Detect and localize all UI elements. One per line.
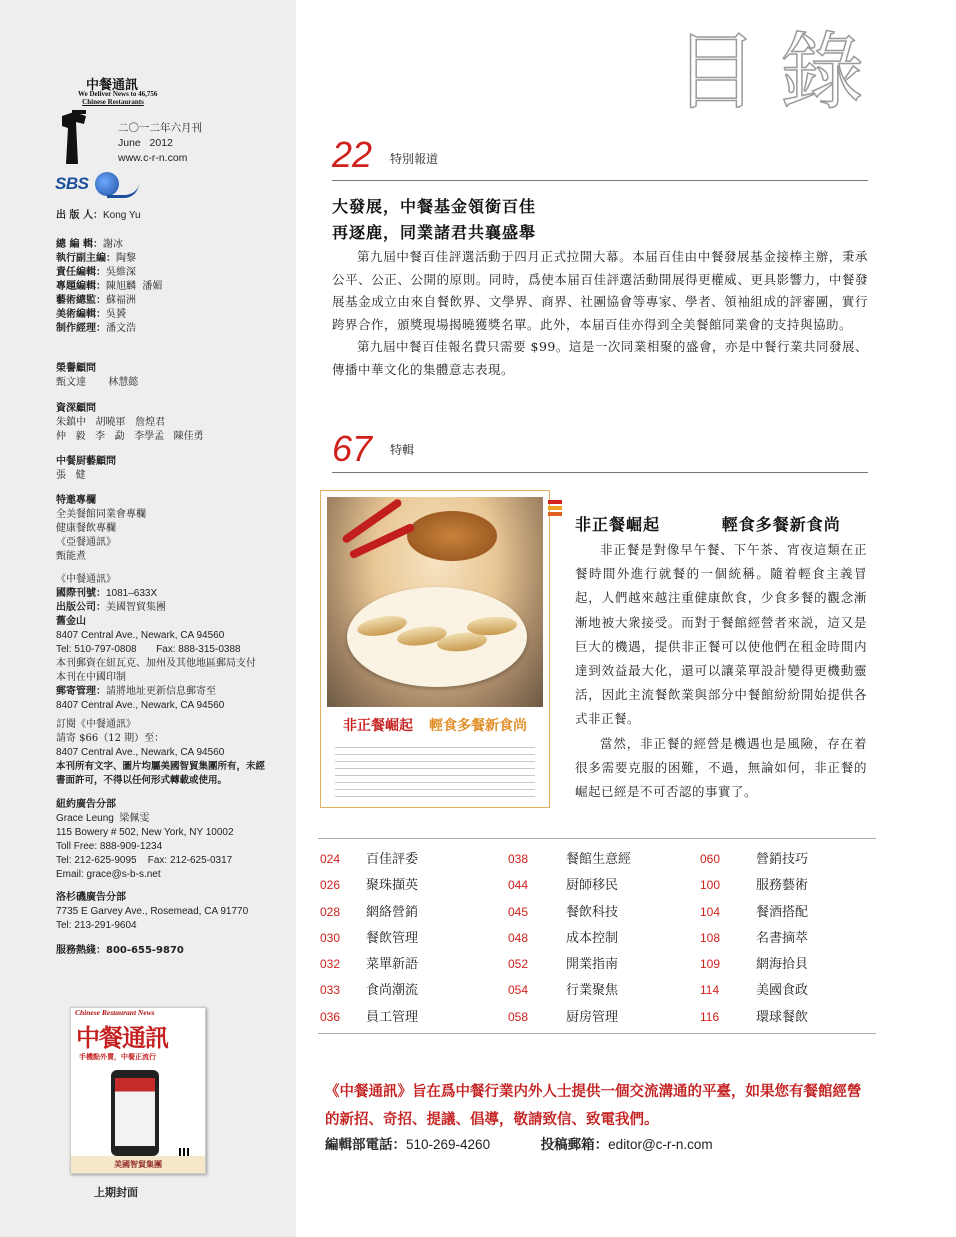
toc-item[interactable] — [320, 950, 418, 976]
toc-title: 美國食政 — [756, 983, 809, 999]
staff-name: 謝冰 — [102, 239, 123, 250]
toc-title: 厨房管理 — [566, 1009, 619, 1025]
logo-title: 中餐通訊 — [86, 78, 139, 93]
staff-row — [56, 252, 162, 266]
toc-title: 網海拾貝 — [756, 957, 809, 973]
section-22-paragraph: 第九屆中餐百佳報名費只需要 $99。這是一次同業相聚的盛會，亦是中餐行業共同發展、傳播中華文化的集體意志表現。 — [332, 339, 868, 377]
page-title: 目錄 — [674, 23, 887, 121]
toc-page: 032 — [320, 957, 341, 972]
toc-column-3 — [700, 845, 808, 1029]
dumpling-photo — [327, 497, 543, 707]
staff-name: 吳贇 — [106, 309, 126, 320]
chef-name: 張 健 — [56, 470, 86, 481]
staff-row — [56, 238, 162, 252]
staff-row — [56, 294, 162, 308]
toc-page: 030 — [320, 930, 341, 945]
toc-item[interactable] — [508, 1003, 631, 1029]
issue-date-en: June 2012 — [118, 137, 173, 149]
toc-item[interactable] — [700, 924, 808, 950]
subscribe-title: 訂閱《中餐通訊》 — [56, 719, 136, 730]
publisher — [56, 209, 141, 223]
cover-headline: 手機點外賣，中餐正流行 — [79, 1053, 156, 1061]
toc-page: 028 — [320, 904, 341, 919]
toc-column-2 — [508, 845, 631, 1029]
la-label: 洛杉磯廣告分部 — [56, 892, 126, 903]
toc-item[interactable] — [320, 871, 418, 897]
staff-role: 美術編輯： — [56, 309, 106, 320]
ny-phone: Tel: 212-625-9095 Fax: 212-625-0317 — [56, 855, 233, 866]
staff-name: 潘文浩 — [106, 323, 136, 334]
section-67-number: 67 — [332, 428, 373, 469]
toc-page: 024 — [320, 852, 341, 866]
section-22-number: 22 — [332, 134, 373, 175]
staff-row — [56, 280, 162, 294]
ny-contact-name: Grace Leung 梁佩雯 — [56, 813, 150, 824]
toc-page: 054 — [508, 983, 529, 998]
subscribe-address: 8407 Central Ave., Newark, CA 94560 — [56, 747, 225, 758]
section-67-headline[interactable]: 非正餐崛起 輕食多餐新食尚 — [575, 515, 841, 534]
toc-title: 餐酒搭配 — [756, 904, 809, 920]
toc-item[interactable] — [320, 898, 418, 924]
toc-page: 044 — [508, 878, 529, 893]
publisher-name: Kong Yu — [102, 210, 141, 221]
toc-title: 服務藝術 — [756, 878, 809, 894]
toc-title: 菜單新語 — [366, 957, 419, 973]
toc-title: 成本控制 — [566, 930, 619, 946]
toc-page: 052 — [508, 957, 529, 972]
toc-page: 108 — [700, 930, 721, 945]
issn-label: 國際刊號： — [56, 588, 106, 599]
staff-role: 制作經理： — [56, 323, 106, 334]
toc-page: 033 — [320, 983, 341, 998]
accent-stripe — [548, 512, 562, 516]
company-value: 美國智貿集團 — [106, 602, 166, 613]
issue-date-cn: 二〇一二年六月刊 — [118, 122, 202, 134]
thumbnail-caption-1: 非正餐崛起 — [343, 718, 413, 734]
column-item: 《亞餐通訊》 — [56, 537, 116, 548]
senior-advisors — [56, 402, 204, 444]
publication-info — [56, 573, 256, 713]
toc-item[interactable] — [508, 845, 631, 871]
staff-role: 專題編輯： — [56, 281, 106, 292]
service-hotline — [56, 944, 184, 958]
toc-item[interactable] — [700, 950, 808, 976]
mission-statement: 《中餐通訊》旨在爲中餐行業内外人士提供一個交流溝通的平臺，如果您有餐館經營的新招、奇招、提議、倡導，敬請致信、致電我們。 — [325, 1083, 862, 1128]
rights-note-2: 書面許可，不得以任何形式轉載或使用。 — [56, 775, 228, 786]
toc-title: 環球餐飲 — [756, 1009, 809, 1025]
section-67-paragraph: 非正餐是對像早午餐、下午茶、宵夜這類在正餐時間外進行就餐的一個統稱。隨着輕食主義冒起，人們越來越注重健康飲食，少食多餐的觀念漸漸地被大衆接受。而對于餐館經營者來説，這又是巨大的機遇，提供非正餐可以使他們在租金時間内達到效益最大化，還可以讓菜單設計變得更機動靈活，因此主流餐飲業與部分中餐館紛紛開始提供各式非正餐。 — [575, 542, 867, 727]
phone-screen — [115, 1078, 155, 1146]
staff-name: 吳維深 — [106, 267, 136, 278]
subscription-info — [56, 718, 265, 788]
toc-title: 餐館生意經 — [566, 852, 632, 867]
toc-item[interactable] — [508, 924, 631, 950]
chef-label: 中餐厨藝顧問 — [56, 456, 116, 467]
toc-page: 036 — [320, 1009, 341, 1024]
toc-item[interactable] — [508, 976, 631, 1002]
section-22-divider — [332, 180, 868, 181]
toc-title: 營銷技巧 — [756, 852, 809, 867]
publisher-label: 出 版 人： — [56, 210, 103, 221]
column-item: 甄能煮 — [56, 551, 86, 562]
company-label: 出版公司： — [56, 602, 106, 613]
phone-icon — [111, 1070, 159, 1156]
toc-title: 聚珠擷英 — [366, 878, 419, 894]
dumpling — [466, 615, 517, 636]
email-label: 投稿郵箱： — [540, 1137, 609, 1153]
toc-title: 餐飲管理 — [366, 930, 419, 946]
toc-title: 百佳評委 — [366, 852, 419, 867]
mail-note-1: 本刊郵資在紐瓦克、加州及其他地區郵局支付 — [56, 658, 256, 669]
cover-masthead: Chinese Restaurant News — [75, 1008, 155, 1017]
la-phone: Tel: 213-291-9604 — [56, 920, 137, 931]
toc-page: 048 — [508, 930, 529, 945]
staff-name: 陳旭麟 潘媚 — [106, 281, 163, 292]
email-address[interactable]: editor@c-r-n.com — [608, 1137, 713, 1152]
feature-page-thumbnail[interactable] — [320, 490, 550, 808]
toc-page: 100 — [700, 878, 721, 893]
staff-row — [56, 266, 162, 280]
hotline-text: 服務熱綫：800-655-9870 — [56, 945, 184, 956]
toc-page: 060 — [700, 852, 721, 866]
previous-cover-image — [70, 1007, 206, 1174]
honorary-names: 甄文達 林慧懿 — [56, 377, 139, 388]
section-67-divider — [332, 472, 868, 473]
previous-cover-label: 上期封面 — [94, 1186, 138, 1199]
toc-title: 開業指南 — [566, 957, 619, 973]
editorial-staff — [56, 238, 162, 336]
senior-label: 資深顧問 — [56, 403, 96, 414]
toc-item[interactable] — [508, 950, 631, 976]
sf-address: 8407 Central Ave., Newark, CA 94560 — [56, 630, 225, 641]
honorary-label: 榮譽顧問 — [56, 363, 96, 374]
la-address: 7735 E Garvey Ave., Rosemead, CA 91770 — [56, 906, 249, 917]
honorary-advisors — [56, 362, 138, 390]
cover-footer: 美國智貿集團 — [71, 1156, 205, 1173]
staff-role: 總 編 輯： — [56, 239, 103, 250]
toc-page: 109 — [700, 957, 721, 972]
waiter-icon — [56, 110, 92, 166]
section-22-body — [332, 246, 868, 381]
phone-label: 編輯部電話： — [325, 1137, 406, 1153]
staff-row — [56, 322, 162, 336]
section-22-paragraph: 第九屆中餐百佳評選活動于四月正式拉開大幕。本届百佳由中餐發展基金接棒主辦，秉承公平、公正、公開的原則。同時，爲使本届百佳評選活動開展得更權威、更具影響力，中餐發展基金成立由來自餐飲界、文學界、商界、社團協會等專家、學者、領袖組成的評審團，實行跨界合作，頒獎現場揭曉獲獎名單。此外，本届百佳亦得到全美餐館同業會的支持與協助。 — [332, 249, 868, 332]
subscribe-price: 請寄 $66（12 期）至： — [56, 733, 165, 744]
logo-tagline — [78, 90, 158, 106]
toc-item[interactable] — [700, 1003, 808, 1029]
accent-stripe — [548, 506, 562, 510]
senior-names-2: 仲 毅 李 勐 李學孟 陳佳勇 — [56, 431, 204, 442]
ny-address: 115 Bowery # 502, New York, NY 10002 — [56, 827, 234, 838]
thumbnail-text-lines — [335, 743, 535, 799]
toc-item[interactable] — [508, 898, 631, 924]
toc-title: 網絡營銷 — [366, 904, 419, 920]
ny-email[interactable]: Email: grace@s-b-s.net — [56, 869, 161, 880]
issn-value: 1081–633X — [106, 588, 158, 599]
pub-title: 《中餐通訊》 — [56, 574, 116, 585]
senior-names-1: 朱鎮中 胡曉軍 詹煌君 — [56, 417, 166, 428]
toc-title: 食尚潮流 — [366, 983, 419, 999]
logo-tagline-1: We Deliver News to 46,756 — [78, 90, 158, 98]
section-22-label: 特別報道 — [390, 152, 439, 166]
toc-item[interactable] — [700, 845, 808, 871]
toc-page: 104 — [700, 904, 721, 919]
toc-title: 員工管理 — [366, 1009, 419, 1025]
columns-label: 特邀專欄 — [56, 495, 96, 506]
sbs-logo — [55, 174, 141, 200]
editorial-contact — [325, 1133, 713, 1153]
plate — [347, 587, 527, 687]
postmaster-value: 請將地址更新信息郵寄至 — [106, 686, 216, 697]
staff-role: 責任編輯： — [56, 267, 106, 278]
toc-title: 厨師移民 — [566, 878, 619, 894]
section-22-headline-2[interactable]: 再逐鹿，同業諸君共襄盛舉 — [332, 223, 537, 242]
accent-stripe — [548, 500, 562, 504]
toc-item[interactable] — [700, 898, 808, 924]
soup-bowl — [407, 511, 497, 561]
toc-top-divider — [318, 838, 876, 839]
toc-item[interactable] — [320, 924, 418, 950]
staff-name: 陶黎 — [116, 253, 136, 264]
toc-page: 045 — [508, 904, 529, 919]
mail-note-2: 本刊在中國印制 — [56, 672, 126, 683]
toc-page: 038 — [508, 852, 529, 866]
staff-name: 蘇福洲 — [106, 295, 136, 306]
guest-columns — [56, 494, 146, 564]
chef-advisor — [56, 455, 116, 483]
thumbnail-caption-2: 輕食多餐新食尚 — [429, 718, 527, 734]
section-67-label: 特輯 — [390, 443, 415, 457]
toc-item[interactable] — [700, 871, 808, 897]
section-67-body — [575, 538, 867, 804]
toc-item[interactable] — [508, 871, 631, 897]
ny-label: 紐約廣告分部 — [56, 799, 116, 810]
staff-role: 執行副主編： — [56, 253, 116, 264]
sbs-logo-text: SBS — [55, 174, 89, 193]
sf-label: 舊金山 — [56, 616, 86, 627]
toc-page: 116 — [700, 1009, 720, 1024]
cover-title: 中餐通訊 — [76, 1023, 168, 1052]
la-ad-office — [56, 891, 248, 933]
column-item: 健康餐飲專欄 — [56, 523, 116, 534]
toc-item[interactable] — [320, 845, 418, 871]
sidebar — [0, 0, 296, 1237]
logo-tagline-2: Chinese Restaurants — [82, 98, 144, 106]
website-url[interactable]: www.c-r-n.com — [118, 152, 188, 164]
phone-number[interactable]: 510-269-4260 — [406, 1137, 491, 1152]
ny-ad-office — [56, 798, 234, 882]
sf-phone: Tel: 510-797-0808 Fax: 888-315-0388 — [56, 644, 241, 655]
toc-item[interactable] — [320, 1003, 418, 1029]
toc-title: 行業聚焦 — [566, 983, 619, 999]
section-67-paragraph: 當然，非正餐的經營是機遇也是風險，存在着很多需要克服的困難，不過，無論如何，非正餐的崛起已經是不可否認的事實了。 — [575, 735, 867, 800]
column-item: 全美餐館同業會專欄 — [56, 509, 146, 520]
toc-page: 114 — [700, 983, 720, 998]
toc-page: 026 — [320, 878, 341, 893]
toc-bottom-divider — [318, 1033, 876, 1034]
rights-note-1: 本刊所有文字、圖片均屬美國智貿集團所有，未經 — [56, 761, 266, 772]
toc-title: 名書摘萃 — [756, 930, 809, 946]
staff-role: 藝術總監： — [56, 295, 106, 306]
postmaster-address: 8407 Central Ave., Newark, CA 94560 — [56, 700, 225, 711]
toc-item[interactable] — [700, 976, 808, 1002]
staff-row — [56, 308, 162, 322]
postmaster-label: 郵寄管理： — [56, 686, 106, 697]
section-22-headline-1[interactable]: 大發展，中餐基金領銜百佳 — [332, 197, 537, 216]
toc-item[interactable] — [320, 976, 418, 1002]
issue-info — [118, 121, 202, 166]
swoosh-icon — [107, 183, 139, 198]
ny-tollfree: Toll Free: 888-909-1234 — [56, 841, 163, 852]
toc-page: 058 — [508, 1009, 529, 1024]
toc-title: 餐飲科技 — [566, 904, 619, 920]
toc-column-1 — [320, 845, 418, 1029]
